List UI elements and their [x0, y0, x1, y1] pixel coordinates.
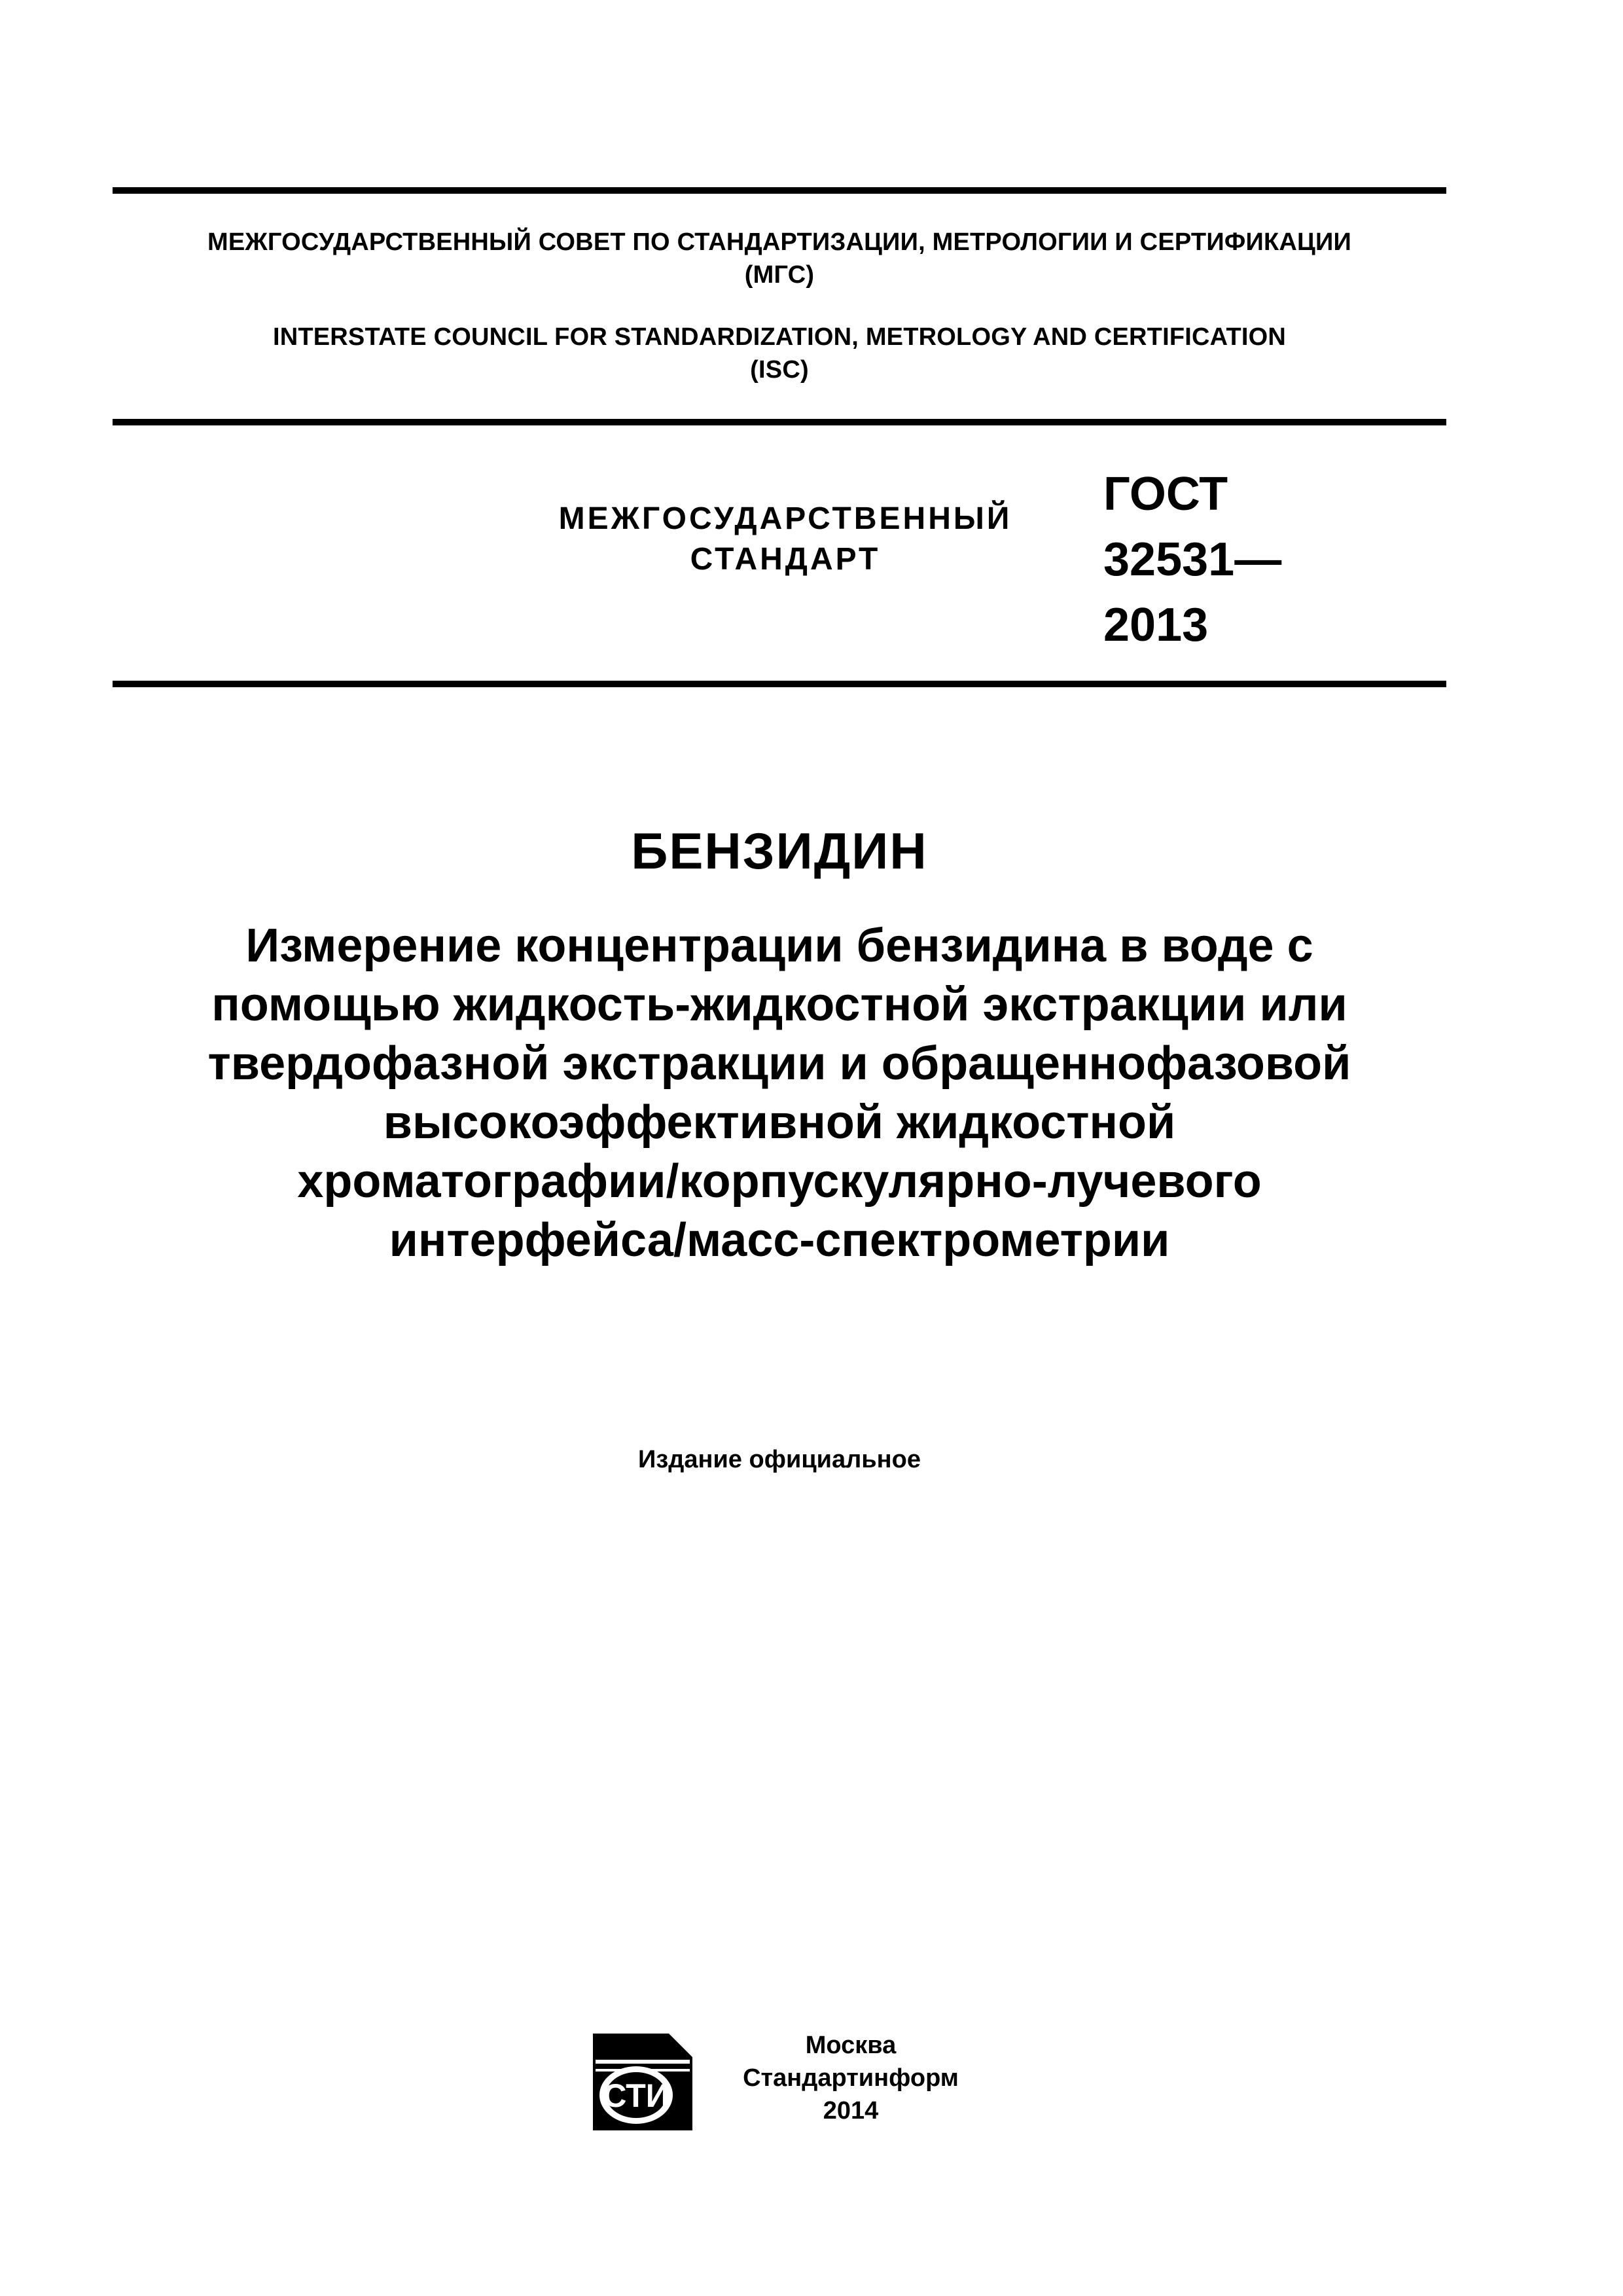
standard-type-label	[471, 499, 1099, 580]
subtitle-line: твердофазной экстракции и обращеннофазовой	[207, 1037, 1351, 1090]
subtitle-line: помощью жидкость-жидкостной экстракции или	[211, 978, 1347, 1031]
standard-number-year: 2013	[1103, 599, 1209, 651]
document-title: БЕНЗИДИН	[631, 822, 928, 880]
logo-text: СТИ	[603, 2077, 669, 2114]
council-abbrev-en: (ISC)	[750, 356, 809, 384]
standard-number	[1103, 461, 1378, 658]
subtitle-line: Измерение концентрации бензидина в воде с	[245, 920, 1313, 972]
standard-number-prefix: ГОСТ	[1103, 468, 1228, 520]
subtitle-line: хроматографии/корпускулярно-лучевого	[297, 1155, 1262, 1208]
top-rule	[113, 187, 1446, 194]
publisher-logo	[589, 2026, 696, 2134]
publisher-info	[710, 2029, 991, 2127]
document-subtitle	[113, 916, 1446, 1270]
council-name-ru-line: МЕЖГОСУДАРСТВЕННЫЙ СОВЕТ ПО СТАНДАРТИЗАЦИИ, МЕТРОЛОГИИ И СЕРТИФИКАЦИИ	[207, 228, 1352, 256]
council-name-en-line: INTERSTATE COUNCIL FOR STANDARDIZATION, METROLOGY AND CERTIFICATION	[272, 323, 1287, 351]
middle-rule	[113, 419, 1446, 425]
publisher-name: Стандартинформ	[743, 2064, 959, 2092]
standard-type-line-2: СТАНДАРТ	[690, 542, 881, 577]
publication-year: 2014	[823, 2097, 879, 2125]
publisher-city: Москва	[805, 2032, 897, 2059]
subtitle-line: интерфейса/масс-спектрометрии	[389, 1214, 1170, 1266]
standard-type-line-1: МЕЖГОСУДАРСТВЕННЫЙ	[558, 501, 1012, 536]
subtitle-line: высокоэффективной жидкостной	[383, 1096, 1176, 1149]
edition-note: Издание официальное	[638, 1446, 921, 1473]
council-name-ru	[113, 226, 1446, 291]
standard-number-code: 32531—	[1103, 533, 1282, 586]
council-abbrev-ru: (МГС)	[744, 261, 815, 289]
bottom-rule	[113, 681, 1446, 687]
council-name-en	[113, 321, 1446, 386]
